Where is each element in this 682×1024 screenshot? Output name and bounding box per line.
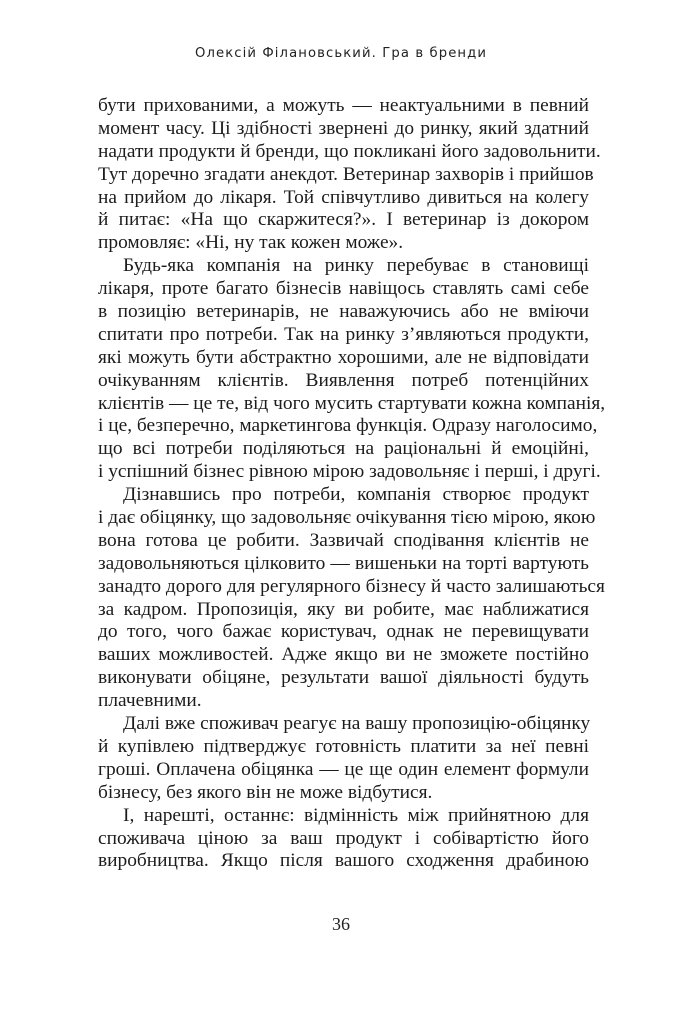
running-head-title: Олексій Філановський. Гра в бренди (194, 46, 488, 61)
text-line: ваших можливостей. Адже якщо ви не зможете постійно (98, 644, 589, 666)
text-line: Будь-яка компанія на ринку перебуває в становищі (123, 255, 589, 277)
text-line: і дає обіцянку, що задовольняє очікування тією мірою, якою (98, 507, 596, 529)
text-line: вона готова це робити. Зазвичай сподівання клієнтів не (98, 529, 589, 551)
text-line: Дізнавшись про потреби, компанія створює продукт (123, 484, 589, 506)
paragraph (98, 484, 605, 713)
text-line: надати продукти й бренди, що покликані його задовольнити. (98, 140, 601, 162)
text-line: бути прихованими, а можуть — неактуальними в певний (98, 95, 589, 116)
text-line: гроші. Оплачена обіцянка — це ще один елемент формули (98, 758, 589, 780)
text-line: Далі вже споживач реагує на вашу пропозицію-обіцянку (123, 713, 591, 735)
text-line: які можуть бути абстрактно хорошими, але не відповідати (98, 346, 589, 368)
text-line: за кадром. Пропозиція, яку ви робите, має наближатися (98, 598, 589, 620)
paragraph (98, 713, 589, 805)
text-line: клієнтів — це те, від чого мусить стартувати кожна компанія, (98, 392, 606, 414)
paragraph (98, 805, 589, 874)
text-line: в позицію ветеринарів, не наважуючись або не вміючи (98, 301, 589, 323)
page-number: 36 (332, 914, 350, 934)
text-line: виконувати обіцяне, результати вашої діяльності будуть (98, 667, 589, 689)
text-line: і успішний бізнес рівною мірою задовольняє і перші, і другі. (98, 461, 601, 483)
text-line: плачевними. (98, 690, 202, 712)
text-line: занадто дорого для регулярного бізнесу й часто залишаються (98, 575, 605, 597)
text-line: спитати про потреби. Так на ринку з’являються продукти, (98, 323, 589, 345)
text-line: задовольняються цілковито — вишеньки на торті вартують (98, 552, 589, 574)
body-text (98, 95, 606, 873)
text-line: очікуванням клієнтів. Виявлення потреб потенційних (98, 369, 589, 391)
text-line: виробництва. Якщо після вашого сходження драбиною (98, 850, 589, 872)
text-line: промовляє: «Ні, ну так кожен може». (98, 232, 404, 254)
text-line: й питає: «На що скаржитеся?». І ветеринар із докором (98, 209, 589, 231)
text-line: й купівлею підтверджує готовність платити за неї певні (98, 735, 589, 757)
text-line: Тут доречно згадати анекдот. Ветеринар захворів і прийшов (98, 163, 594, 185)
text-line: і це, безперечно, маркетингова функція. Одразу наголосимо, (98, 415, 598, 437)
text-line: до того, чого бажає користувач, однак не перевищувати (98, 621, 589, 643)
text-line: споживача ціною за ваш продукт і собівартістю його (98, 827, 589, 849)
paragraph (98, 255, 606, 484)
text-line: на прийом до лікаря. Той співчутливо дивиться на колегу (98, 186, 589, 208)
text-line: І, нарешті, останнє: відмінність між прийнятною для (123, 804, 589, 826)
paragraph (98, 95, 601, 255)
text-line: лікаря, проте багато бізнесів навіщось ставлять самі себе (98, 278, 589, 300)
text-line: бізнесу, без якого він не може відбутися. (98, 781, 433, 803)
text-line: момент часу. Ці здібності звернені до ринку, який здатний (98, 117, 589, 139)
text-line: що всі потреби поділяються на раціональні й емоційні, (98, 438, 589, 460)
